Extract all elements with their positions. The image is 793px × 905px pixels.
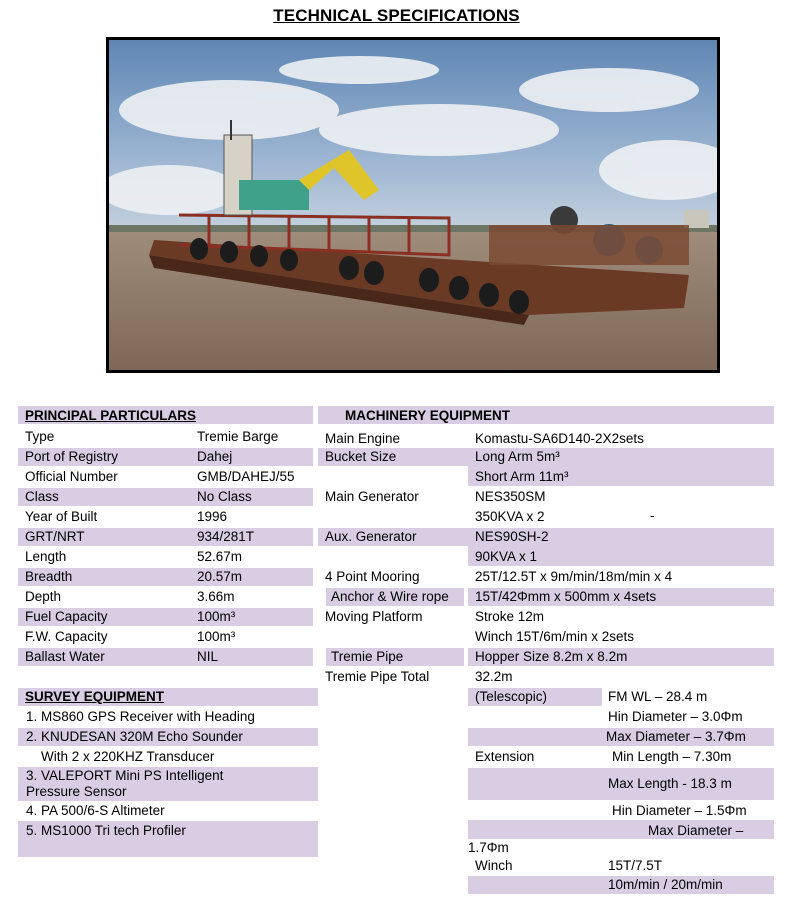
- principal-label-fw: F.W. Capacity: [25, 629, 108, 644]
- machinery-value: Komastu-SA6D140-2X2sets: [475, 431, 644, 446]
- survey-item: 1. MS860 GPS Receiver with Heading: [26, 709, 255, 724]
- survey-item: 5. MS1000 Tri tech Profiler: [26, 823, 186, 838]
- machinery-value: 32.2m: [475, 669, 513, 684]
- min-length-value: Min Length – 7.30m: [612, 749, 732, 764]
- machinery-value: 15T/42Φmm x 500mm x 4sets: [475, 589, 657, 604]
- telescopic-label: (Telescopic): [475, 689, 548, 704]
- principal-value-year: 1996: [197, 509, 228, 524]
- max-diameter-value: Max Diameter –: [648, 823, 744, 838]
- machinery-label: Main Generator: [325, 489, 419, 504]
- machinery-label: Moving Platform: [325, 609, 423, 624]
- principal-value-depth: 3.66m: [197, 589, 235, 604]
- machinery-label: Bucket Size: [325, 449, 397, 464]
- machinery-label: 4 Point Mooring: [325, 569, 420, 584]
- principal-value-breadth: 20.57m: [197, 569, 243, 584]
- principal-label-official: Official Number: [25, 469, 118, 484]
- machinery-value: 90KVA x 1: [475, 549, 538, 564]
- principal-value-class: No Class: [197, 489, 252, 504]
- machinery-label: Aux. Generator: [325, 529, 417, 544]
- machinery-value: Hopper Size 8.2m x 8.2m: [475, 649, 628, 664]
- principal-label-length: Length: [25, 549, 67, 564]
- max-diameter-continued: 1.7Φm: [468, 840, 509, 855]
- machinery-value: Long Arm 5m³: [475, 449, 560, 464]
- barge-photo: [106, 37, 720, 373]
- machinery-label: Anchor & Wire rope: [331, 589, 449, 604]
- principal-value-fuel: 100m³: [197, 609, 236, 624]
- principal-label-year: Year of Built: [25, 509, 98, 524]
- extension-label: Extension: [475, 749, 535, 764]
- hin-diameter-value: Hin Diameter – 1.5Φm: [612, 803, 747, 818]
- survey-item: 3. VALEPORT Mini PS Intelligent: [26, 768, 224, 783]
- machinery-heading: MACHINERY EQUIPMENT: [345, 408, 511, 423]
- dash-mark: -: [650, 508, 655, 523]
- machinery-value: NES90SH-2: [475, 529, 549, 544]
- winch-label: Winch: [475, 858, 513, 873]
- principal-value-type: Tremie Barge: [197, 429, 279, 444]
- max-diameter-value: Max Diameter – 3.7Φm: [606, 729, 746, 744]
- hin-diameter-value: Hin Diameter – 3.0Φm: [608, 709, 743, 724]
- principal-label-breadth: Breadth: [25, 569, 73, 584]
- machinery-value: NES350SM: [475, 489, 546, 504]
- row-shade: [18, 488, 313, 506]
- principal-value-official: GMB/DAHEJ/55: [197, 469, 295, 484]
- principal-value-fw: 100m³: [197, 629, 236, 644]
- machinery-value: Stroke 12m: [475, 609, 545, 624]
- principal-label-ballast: Ballast Water: [25, 649, 105, 664]
- winch-value: 15T/7.5T: [608, 858, 663, 873]
- principal-value-grt: 934/281T: [197, 529, 255, 544]
- principal-label-grt: GRT/NRT: [25, 529, 85, 544]
- principal-label-fuel: Fuel Capacity: [25, 609, 108, 624]
- survey-item: 4. PA 500/6-S Altimeter: [26, 803, 165, 818]
- winch-value: 10m/min / 20m/min: [608, 877, 723, 892]
- fm-wl-value: FM WL – 28.4 m: [608, 689, 708, 704]
- machinery-value: Short Arm 11m³: [475, 469, 569, 484]
- principal-value-length: 52.67m: [197, 549, 243, 564]
- principal-value-port: Dahej: [197, 449, 233, 464]
- principal-label-port: Port of Registry: [25, 449, 119, 464]
- machinery-value: 25T/12.5T x 9m/min/18m/min x 4: [475, 569, 673, 584]
- principal-label-class: Class: [25, 489, 59, 504]
- survey-item: With 2 x 220KHZ Transducer: [41, 749, 215, 764]
- max-length-value: Max Length - 18.3 m: [608, 776, 732, 791]
- principal-value-ballast: NIL: [197, 649, 219, 664]
- principal-label-type: Type: [25, 429, 55, 444]
- survey-item: Pressure Sensor: [26, 784, 127, 799]
- survey-heading: SURVEY EQUIPMENT: [25, 689, 165, 704]
- principal-label-depth: Depth: [25, 589, 62, 604]
- page-title: TECHNICAL SPECIFICATIONS: [273, 6, 520, 25]
- machinery-label: Main Engine: [325, 431, 401, 446]
- machinery-label: Tremie Pipe Total: [325, 669, 430, 684]
- machinery-value: 350KVA x 2: [475, 509, 545, 524]
- survey-item: 2. KNUDESAN 320M Echo Sounder: [26, 729, 243, 744]
- machinery-label: Tremie Pipe: [331, 649, 404, 664]
- machinery-value: Winch 15T/6m/min x 2sets: [475, 629, 635, 644]
- principal-heading: PRINCIPAL PARTICULARS: [25, 408, 197, 423]
